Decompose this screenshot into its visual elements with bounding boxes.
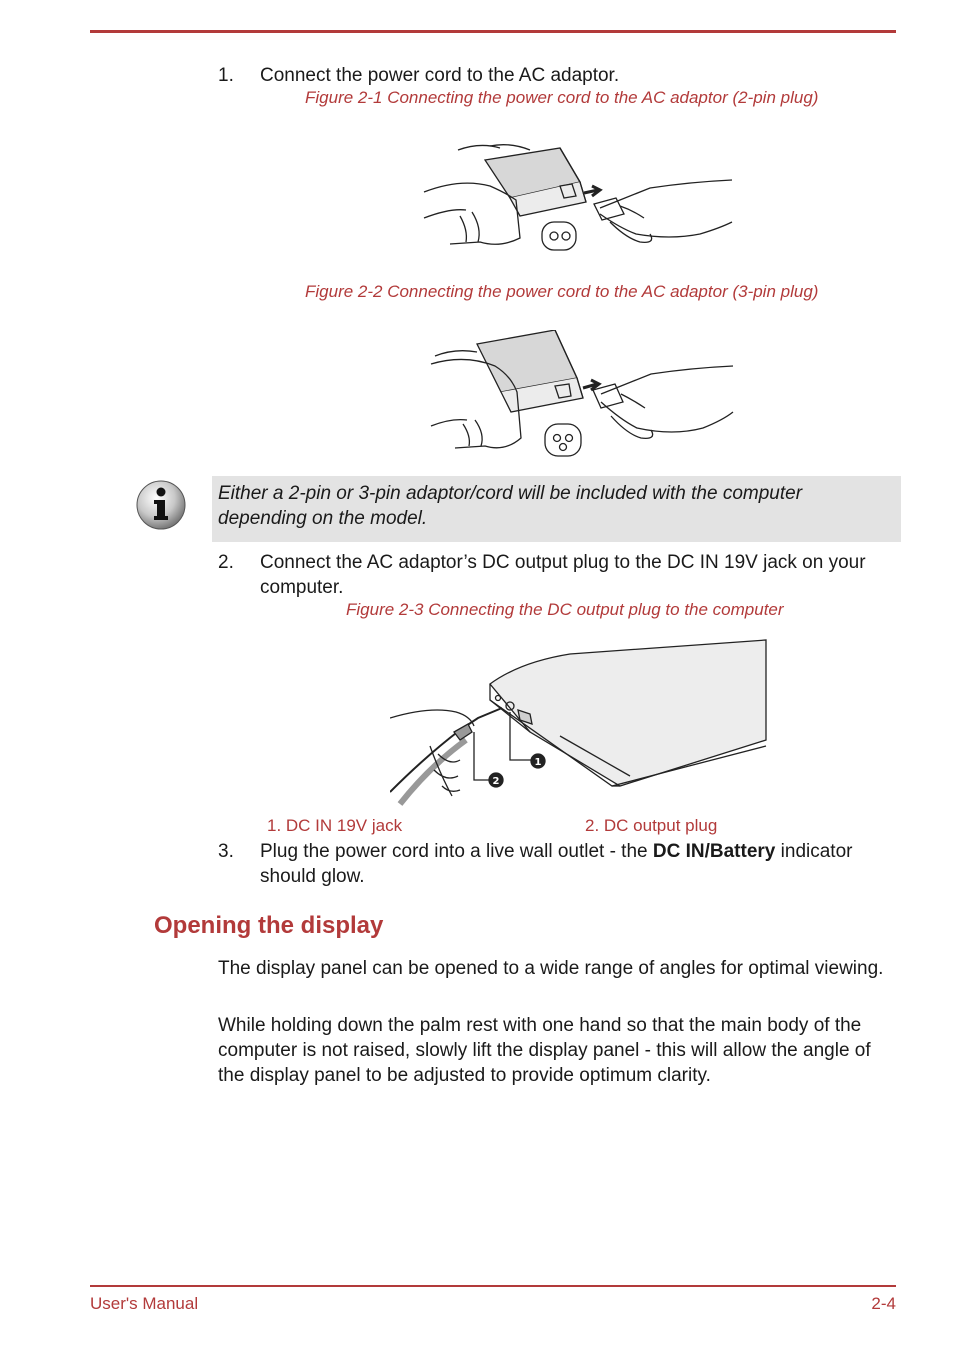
step-number: 2. xyxy=(218,552,234,573)
figure-2-3-illustration xyxy=(390,636,768,808)
section-heading: Opening the display xyxy=(154,912,384,939)
info-icon xyxy=(134,478,188,532)
note-text: Either a 2-pin or 3-pin adaptor/cord will be included with the computer depending on the model. xyxy=(218,483,803,529)
step-number: 3. xyxy=(218,841,234,862)
footer-title: User's Manual xyxy=(90,1294,199,1313)
paragraph: While holding down the palm rest with one hand so that the main body of the computer is not raised, slowly lift the display panel - this will allow the angle of the display panel to be adjusted to provide optimum clarity. xyxy=(218,1015,871,1086)
page-number: 2-4 xyxy=(871,1294,896,1313)
footer-rule xyxy=(90,1285,896,1287)
step-number: 1. xyxy=(218,65,234,86)
paragraph: The display panel can be opened to a wide range of angles for optimal viewing. xyxy=(218,958,884,979)
note-box xyxy=(212,476,901,542)
callout-1: 1 xyxy=(534,757,542,768)
step-text: Connect the AC adaptor’s DC output plug to the DC IN 19V jack on your computer. xyxy=(260,552,866,598)
figure-caption-2-2: Figure 2-2 Connecting the power cord to the AC adaptor (3-pin plug) xyxy=(305,282,819,301)
figure-caption-2-1: Figure 2-1 Connecting the power cord to the AC adaptor (2-pin plug) xyxy=(305,88,819,107)
callout-2: 2 xyxy=(492,776,500,787)
step-text-bold: DC IN/Battery xyxy=(652,841,776,862)
step-text-part: Plug the power cord into a live wall outlet - the xyxy=(260,841,653,862)
figure-2-1-illustration xyxy=(420,138,740,256)
step-text-part: indicator should glow. xyxy=(260,841,853,887)
figure-caption-2-3: Figure 2-3 Connecting the DC output plug to the computer xyxy=(346,600,784,619)
legend-item-1: 1. DC IN 19V jack xyxy=(267,816,403,835)
step-text xyxy=(260,839,900,889)
step-text: Connect the power cord to the AC adaptor. xyxy=(260,65,620,86)
figure-2-2-illustration xyxy=(425,330,740,460)
header-rule xyxy=(90,30,896,33)
legend-item-2: 2. DC output plug xyxy=(585,816,718,835)
